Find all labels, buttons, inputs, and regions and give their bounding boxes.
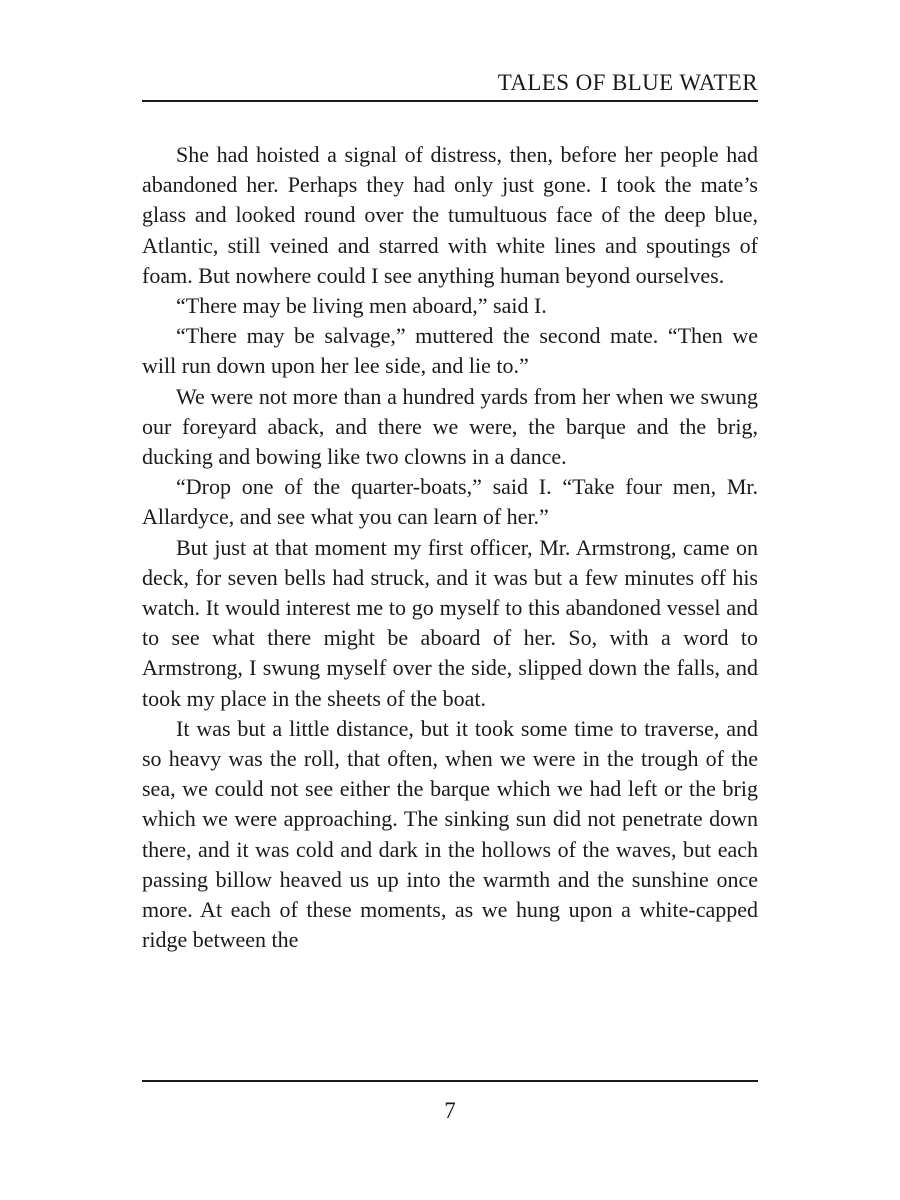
body-text — [142, 140, 758, 955]
paragraph: She had hoisted a signal of distress, then, before her people had abandoned her. Perhaps they had only just gone. I took the mate’s glass and looked round over the tumultuous face of the deep blue, Atlantic, still veined and starred with white lines and spoutings of foam. But nowhere could I see anything human beyond ourselves. — [142, 142, 758, 288]
paragraph: “Drop one of the quarter-boats,” said I. “Take four men, Mr. Allardyce, and see what you can learn of her.” — [142, 474, 758, 530]
header-rule — [142, 100, 758, 102]
paragraph: “There may be living men aboard,” said I. — [176, 293, 547, 319]
paragraph: We were not more than a hundred yards from her when we swung our foreyard aback, and there we were, the barque and the brig, ducking and bowing like two clowns in a dance. — [142, 383, 758, 470]
paragraph: But just at that moment my first officer, Mr. Armstrong, came on deck, for seven bells had struck, and it was but a few minutes off his watch. It would interest me to go myself to this abandoned vessel and to see what there might be aboard of her. So, with a word to Armstrong, I swung myself over the side, slipped down the falls, and took my place in the sheets of the boat. — [142, 534, 758, 711]
page-number: 7 — [444, 1098, 456, 1123]
paragraph: “There may be salvage,” muttered the second mate. “Then we will run down upon her lee side, and lie to.” — [142, 323, 758, 379]
footer-rule — [142, 1080, 758, 1082]
paragraph: It was but a little distance, but it took some time to traverse, and so heavy was the roll, that often, when we were in the trough of the sea, we could not see either the barque which we had left or the brig which we were approaching. The sinking sun did not penetrate down there, and it was cold and dark in the hollows of the waves, but each passing billow heaved us up into the warmth and the sunshine once more. At each of these moments, as we hung upon a white-capped ridge between the — [142, 715, 758, 953]
running-title: TALES OF BLUE WATER — [497, 70, 758, 95]
